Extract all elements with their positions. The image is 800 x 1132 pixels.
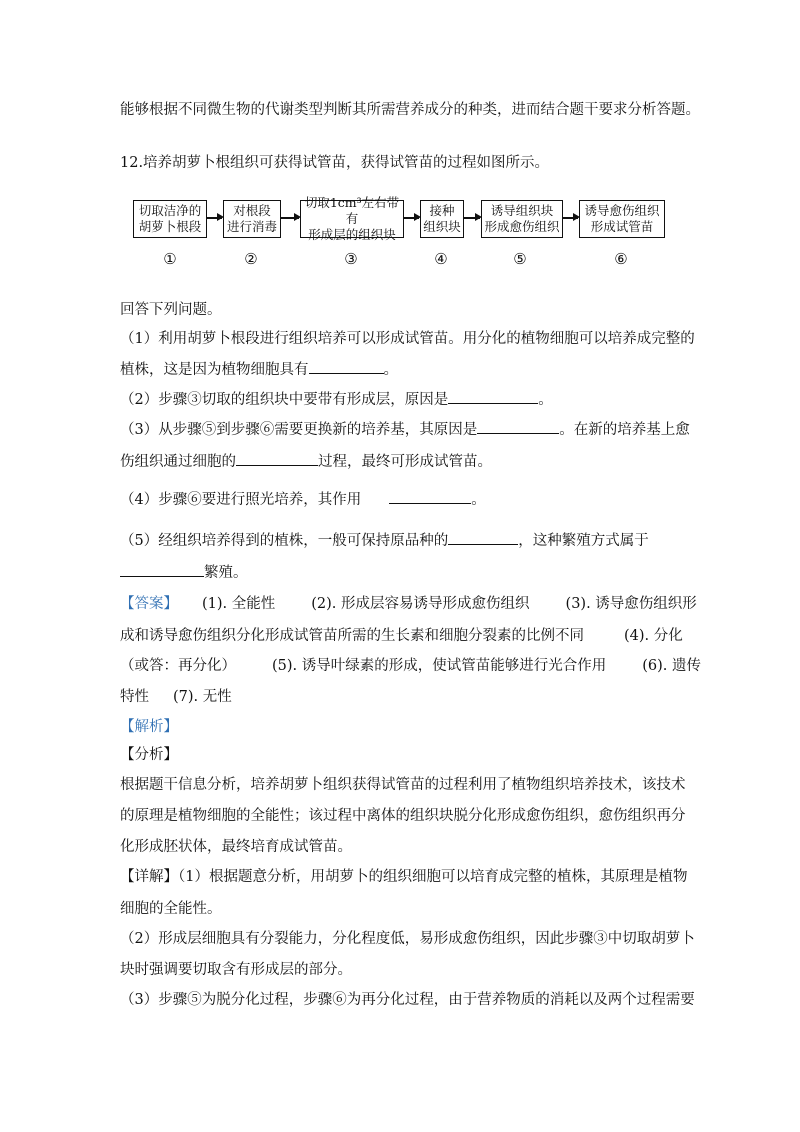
flow-box-6-line-2: 形成试管苗 xyxy=(590,219,654,234)
answer-line-1 xyxy=(120,594,697,614)
flow-arrow-4 xyxy=(463,217,480,219)
flow-box-2-line-1: 对根段 xyxy=(233,203,271,218)
step-number-1: ① xyxy=(163,250,177,268)
blank-q3-b[interactable] xyxy=(236,451,318,466)
answer-7: (7). 无性 xyxy=(173,689,232,705)
answer-6-part-2: 特性 xyxy=(120,689,149,705)
question-5-line-1 xyxy=(120,530,649,551)
question-title: 12.培养胡萝卜根组织可获得试管苗，获得试管苗的过程如图所示。 xyxy=(120,155,550,171)
detail-line-1 xyxy=(120,867,687,887)
question-3-line-2 xyxy=(120,451,492,472)
answer-5: (5). 诱导叶绿素的形成，使试管苗能够进行光合作用 xyxy=(272,658,607,674)
intro-line: 能够根据不同微生物的代谢类型判断其所需营养成分的种类，进而结合题干要求分析答题。 xyxy=(120,102,700,118)
answer-prompt: 回答下列问题。 xyxy=(120,302,222,318)
flow-box-5-line-2: 形成愈伤组织 xyxy=(484,219,560,234)
flow-arrow-3 xyxy=(403,217,419,219)
flow-box-3-line-1: 切取1cm³左右带有 xyxy=(304,195,400,226)
question-4-end: 。 xyxy=(471,492,486,508)
flow-box-1 xyxy=(133,200,207,238)
question-4-line xyxy=(120,489,486,510)
flow-box-2 xyxy=(223,200,281,238)
question-2-text: （2）步骤③切取的组织块中要带有形成层，原因是 xyxy=(120,392,449,408)
answer-line-2 xyxy=(120,626,683,646)
analysis-label: 【解析】 xyxy=(120,719,178,735)
step-number-5: ⑤ xyxy=(513,250,527,268)
blank-q2[interactable] xyxy=(448,389,538,404)
question-2-end: 。 xyxy=(538,392,553,408)
question-2-line xyxy=(120,389,553,410)
flow-box-3 xyxy=(300,195,404,242)
flow-box-4 xyxy=(420,200,464,238)
step-number-3: ③ xyxy=(344,250,358,268)
detail-line-4: 块时强调要切取含有形成层的部分。 xyxy=(120,962,352,978)
question-5-line-2 xyxy=(120,562,248,583)
flow-box-6 xyxy=(579,200,665,238)
answer-line-4 xyxy=(120,687,232,707)
flow-box-6-line-1: 诱导愈伤组织 xyxy=(584,203,660,218)
answer-2: (2). 形成层容易诱导形成愈伤组织 xyxy=(311,596,530,612)
answer-label: 【答案】 xyxy=(120,596,178,612)
question-5-end: 繁殖。 xyxy=(204,565,248,581)
flow-box-2-line-2: 进行消毒 xyxy=(226,219,277,234)
flow-arrow-5 xyxy=(562,217,578,219)
question-1-text: 植株，这是因为植物细胞具有 xyxy=(120,362,309,378)
question-3-line-1 xyxy=(120,419,690,440)
detail-label: 【详解】 xyxy=(120,869,178,885)
question-3-text-2-end: 过程，最终可形成试管苗。 xyxy=(318,454,492,470)
blank-q4[interactable] xyxy=(389,489,471,504)
detail-text-1: （1）根据题意分析，用胡萝卜的组织细胞可以培育成完整的植株，其原理是植物 xyxy=(178,869,688,885)
step-number-2: ② xyxy=(244,250,258,268)
blank-q5-b[interactable] xyxy=(120,562,204,577)
fenxi-line-1: 根据题干信息分析，培养胡萝卜组织获得试管苗的过程利用了植物组织培养技术，该技术 xyxy=(120,777,686,793)
step-number-6: ⑥ xyxy=(614,250,628,268)
flow-box-1-line-1: 切取洁净的 xyxy=(138,203,202,218)
answer-line-3 xyxy=(120,656,701,676)
answer-3-part-1: (3). 诱导愈伤组织形 xyxy=(565,596,697,612)
step-number-4: ④ xyxy=(434,250,448,268)
fenxi-line-2: 的原理是植物细胞的全能性；该过程中离体的组织块脱分化形成愈伤组织，愈伤组织再分 xyxy=(120,808,686,824)
blank-q1[interactable] xyxy=(309,359,384,374)
flow-arrow-2 xyxy=(280,217,299,219)
detail-line-5: （3）步骤⑤为脱分化过程，步骤⑥为再分化过程，由于营养物质的消耗以及两个过程需要 xyxy=(120,992,695,1008)
detail-line-3: （2）形成层细胞具有分裂能力，分化程度低，易形成愈伤组织，因此步骤③中切取胡萝卜 xyxy=(120,931,695,947)
blank-q5-a[interactable] xyxy=(448,530,518,545)
answer-1: (1). 全能性 xyxy=(202,596,276,612)
flow-box-3-line-2: 形成层的组织块 xyxy=(308,227,396,242)
question-1-end: 。 xyxy=(383,362,398,378)
flow-box-5 xyxy=(481,200,563,238)
flow-box-5-line-1: 诱导组织块 xyxy=(490,203,554,218)
answer-4-part-2: （或答：再分化） xyxy=(120,658,236,674)
fenxi-line-3: 化形成胚状体，最终培育成试管苗。 xyxy=(120,839,352,855)
question-3-text-2: 伤组织通过细胞的 xyxy=(120,454,236,470)
flow-box-1-line-2: 胡萝卜根段 xyxy=(138,219,202,234)
flow-box-4-line-1: 接种 xyxy=(429,203,455,218)
fenxi-label: 【分析】 xyxy=(120,747,178,763)
flow-box-4-line-2: 组织块 xyxy=(423,219,461,234)
flow-arrow-1 xyxy=(206,217,222,219)
question-1-line-1: （1）利用胡萝卜根段进行组织培养可以形成试管苗。用分化的植物细胞可以培养成完整的 xyxy=(120,331,695,347)
blank-q3-a[interactable] xyxy=(477,419,559,434)
answer-3-part-2: 成和诱导愈伤组织分化形成试管苗所需的生长素和细胞分裂素的比例不同 xyxy=(120,628,584,644)
answer-4-part-1: (4). 分化 xyxy=(624,628,683,644)
question-5-text-end: ，这种繁殖方式属于 xyxy=(518,533,649,549)
question-3-text-end: 。在新的培养基上愈 xyxy=(559,422,690,438)
question-4-text: （4）步骤⑥要进行照光培养，其作用 xyxy=(120,492,362,508)
detail-line-2: 细胞的全能性。 xyxy=(120,901,222,917)
question-1-line-2 xyxy=(120,359,398,380)
answer-6-part-1: (6). 遗传 xyxy=(642,658,702,674)
question-3-text: （3）从步骤⑤到步骤⑥需要更换新的培养基，其原因是 xyxy=(120,422,478,438)
question-5-text: （5）经组织培养得到的植株，一般可保持原品种的 xyxy=(120,533,449,549)
